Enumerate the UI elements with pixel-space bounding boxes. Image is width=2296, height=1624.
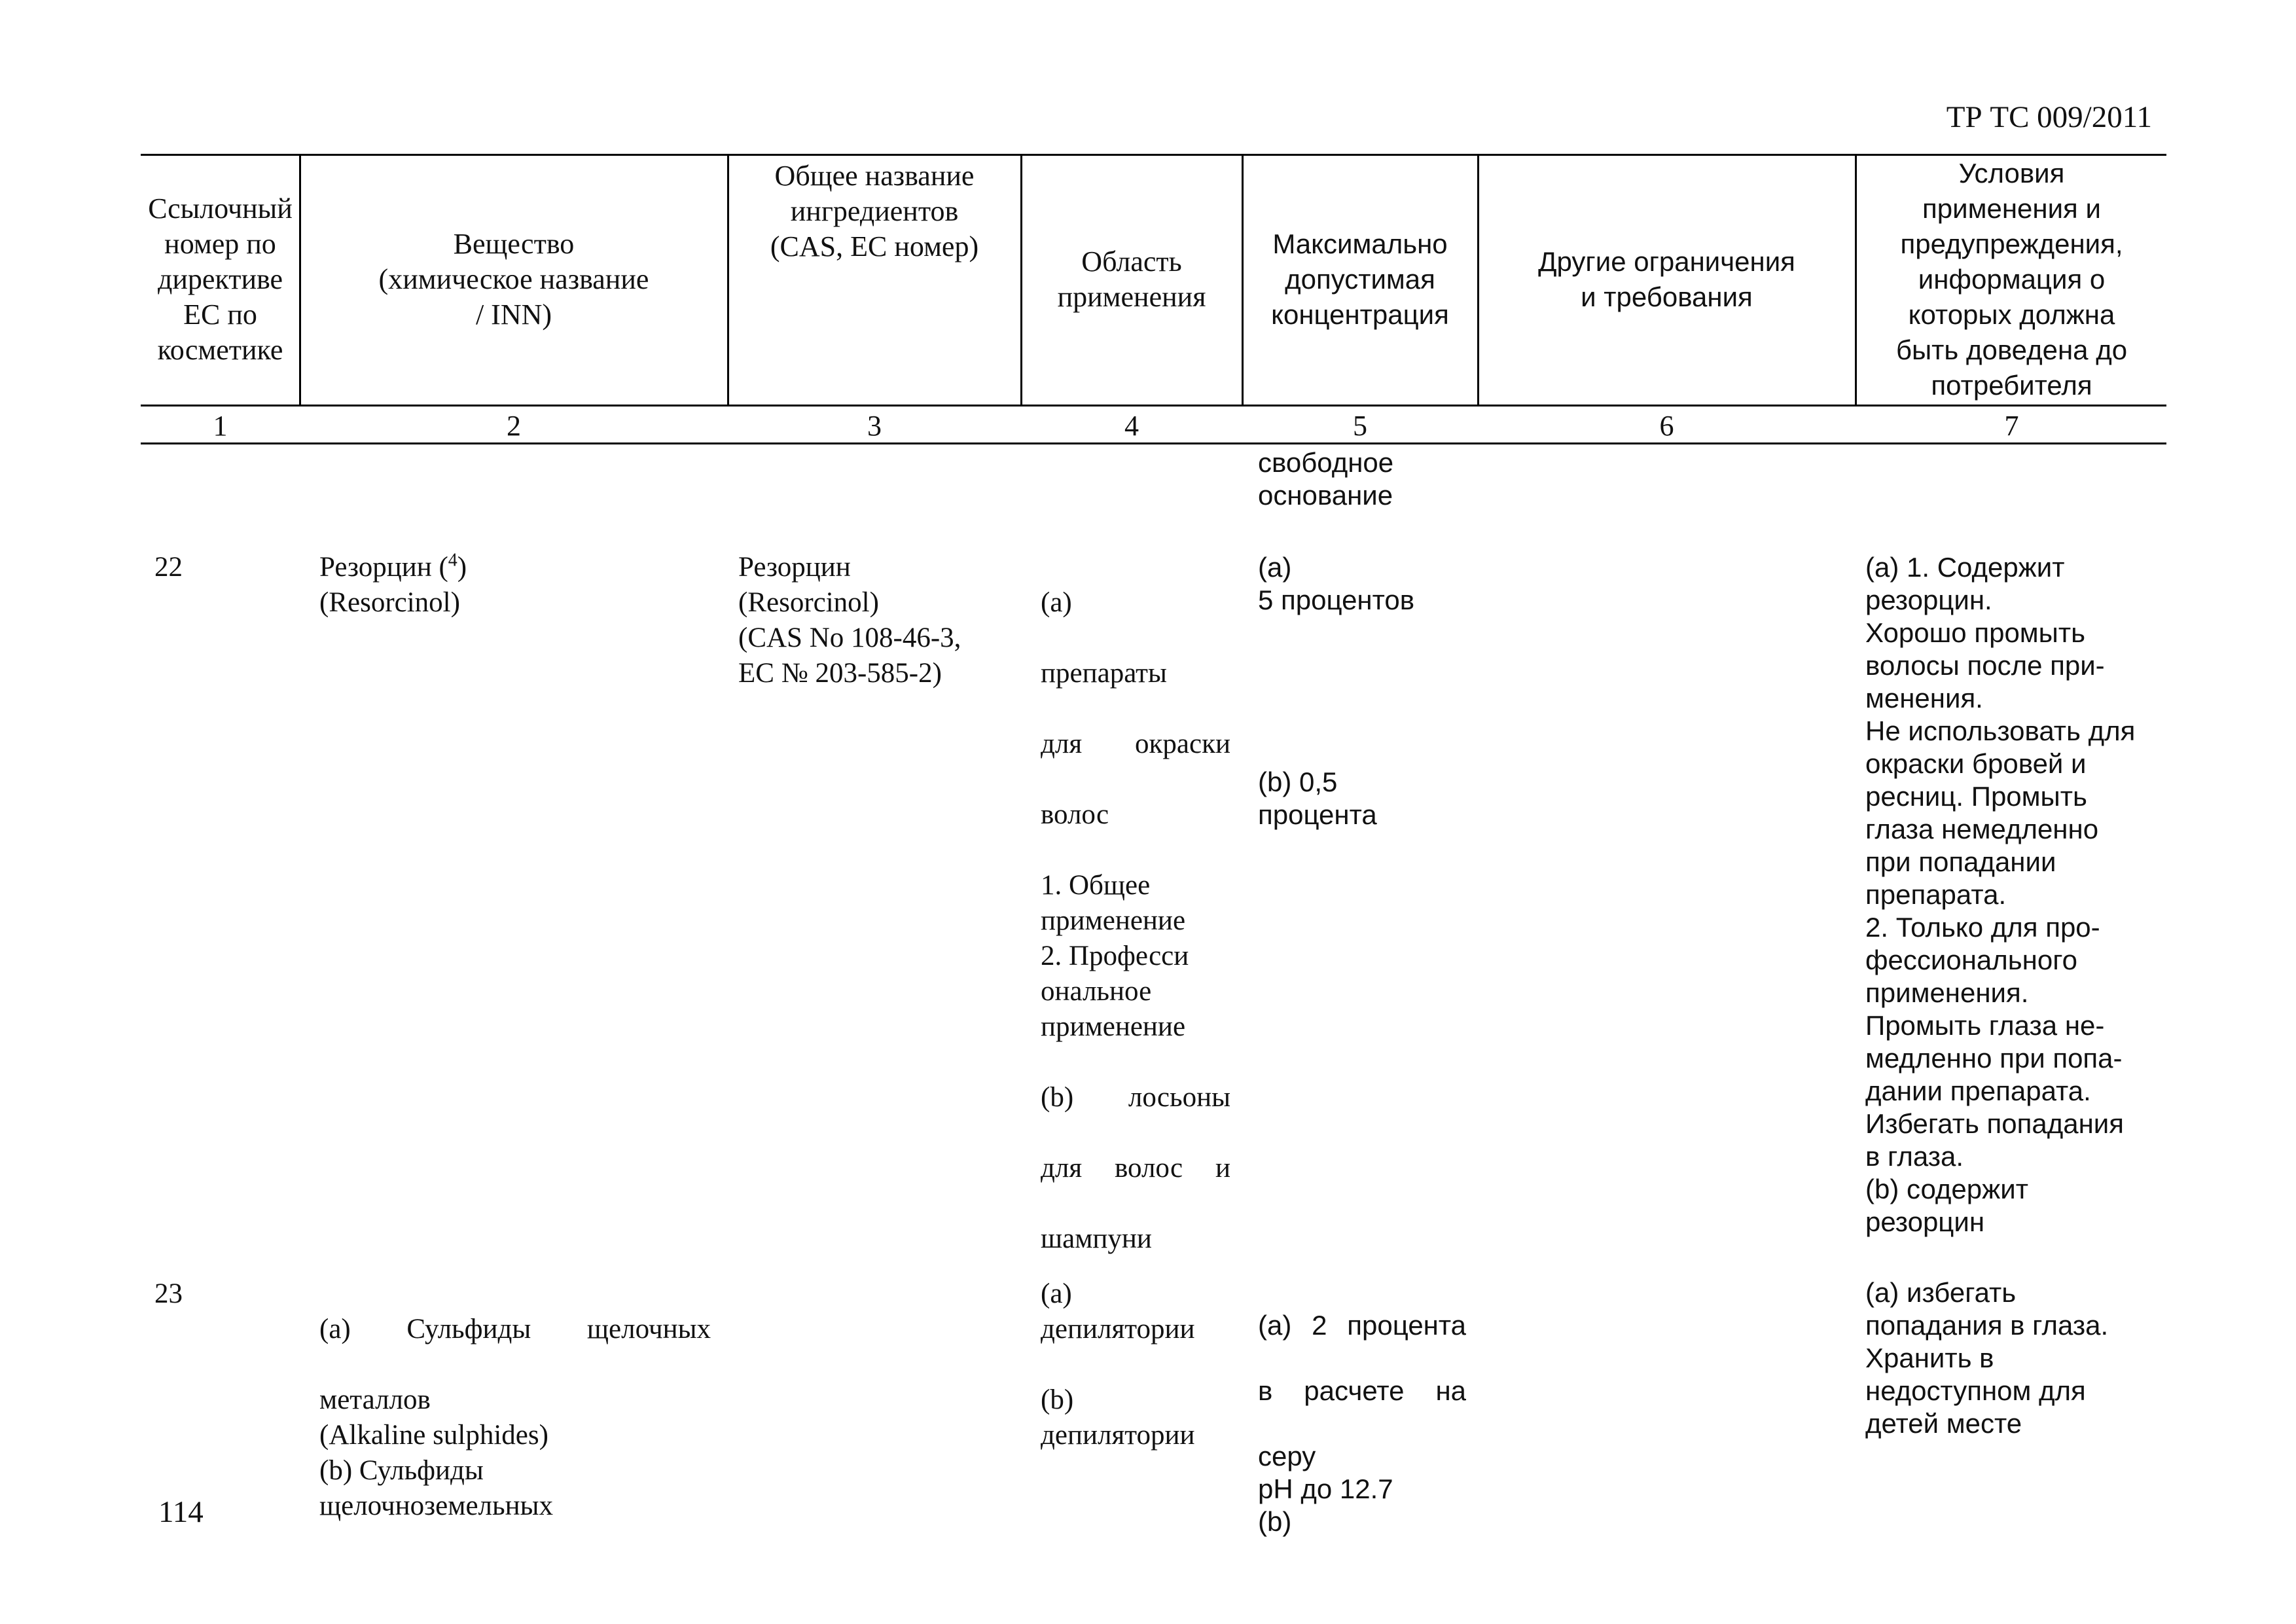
column-number: 6 — [1659, 410, 1674, 442]
column-number: 2 — [507, 410, 521, 442]
header-bottom-rule — [141, 405, 2166, 406]
header-max-concentration: Максимально допустимая концентрация — [1271, 228, 1449, 330]
substance-name-close: ) — [457, 552, 467, 583]
concentration-line: в расчете на — [1258, 1375, 1466, 1406]
scope-line: (b) лосьоны — [1041, 1082, 1230, 1113]
row-concentration-a: (a) 5 процентов — [1258, 552, 1415, 615]
substance-line: (а) Сульфиды щелочных — [319, 1314, 711, 1344]
row-concentration-b: (b) 0,5 процента — [1258, 767, 1377, 830]
row-warnings: (а) избегать попадания в глаза. Хранить в недоступном для детей месте — [1865, 1277, 2109, 1439]
header-scope: Область применения — [1057, 245, 1206, 313]
substance-rest: металлов (Alkaline sulphides) (b) Сульфиды щелочноземельных — [319, 1384, 554, 1521]
row-scope: (a) депилятории (b) депилятории — [1041, 1278, 1195, 1451]
continuation-concentration: свободное основание — [1258, 447, 1394, 511]
document-code: ТР ТС 009/2011 — [1946, 100, 2152, 134]
concentration-rest: серу pH до 12.7 (b) — [1258, 1441, 1393, 1537]
scope-line: для окраски — [1041, 729, 1230, 759]
scope-line: волос — [1041, 799, 1109, 830]
header-other-restrictions: Другие ограничения и требования — [1538, 246, 1795, 312]
scope-line: препараты — [1041, 658, 1167, 689]
page-number: 114 — [158, 1495, 204, 1529]
row-scope — [1041, 550, 1230, 1292]
footnote-ref: 4 — [448, 550, 457, 571]
header-ingredient-name: Общее название ингредиентов (CAS, ЕС номер) — [770, 160, 979, 262]
row-ref-number: 23 — [154, 1278, 183, 1309]
column-number: 7 — [2004, 410, 2019, 442]
column-number: 3 — [867, 410, 882, 442]
row-ref-number: 22 — [154, 552, 183, 583]
column-number: 1 — [213, 410, 228, 442]
scope-line: для волос и — [1041, 1153, 1230, 1183]
substance-latin: (Resorcinol) — [319, 587, 460, 618]
header-conditions-warnings: Условия применения и предупреждения, информация о которых должна быть доведена до потребителя — [1895, 158, 2128, 401]
row-concentration — [1258, 1276, 1466, 1571]
column-numbers-rule — [141, 442, 2166, 444]
header-substance: Вещество (химическое название / INN) — [378, 228, 649, 331]
row-ingredient: Резорцин (Resorcinol) (CAS No 108-46-3, ЕС № 203-585-2) — [738, 552, 961, 689]
row-substance — [319, 1276, 711, 1559]
scope-line: (a) — [1041, 587, 1072, 618]
header-ref-number: Ссылочный номер по директиве ЕС по косметике — [148, 192, 293, 366]
row-warnings: (а) 1. Содержит резорцин. Хорошо промыть волосы после при- менения. Не использовать для окраски бровей и ресниц. Промыть глаза немедленно при попадании препарата. 2. Только для про- фессионального применения. Промыть глаза не- медленно при попа- дании препарата. Избегать попадания в глаза. (b) содержит резорцин — [1865, 552, 2136, 1237]
substance-name: Резорцин ( — [319, 552, 448, 583]
scope-subitems: 1. Общее применение 2. Професси ональное применение — [1041, 870, 1189, 1042]
column-number: 5 — [1353, 410, 1367, 442]
column-number: 4 — [1124, 410, 1139, 442]
scope-line: шампуни — [1041, 1223, 1152, 1254]
concentration-line: (a) 2 процента — [1258, 1310, 1466, 1341]
row-substance — [319, 550, 712, 621]
